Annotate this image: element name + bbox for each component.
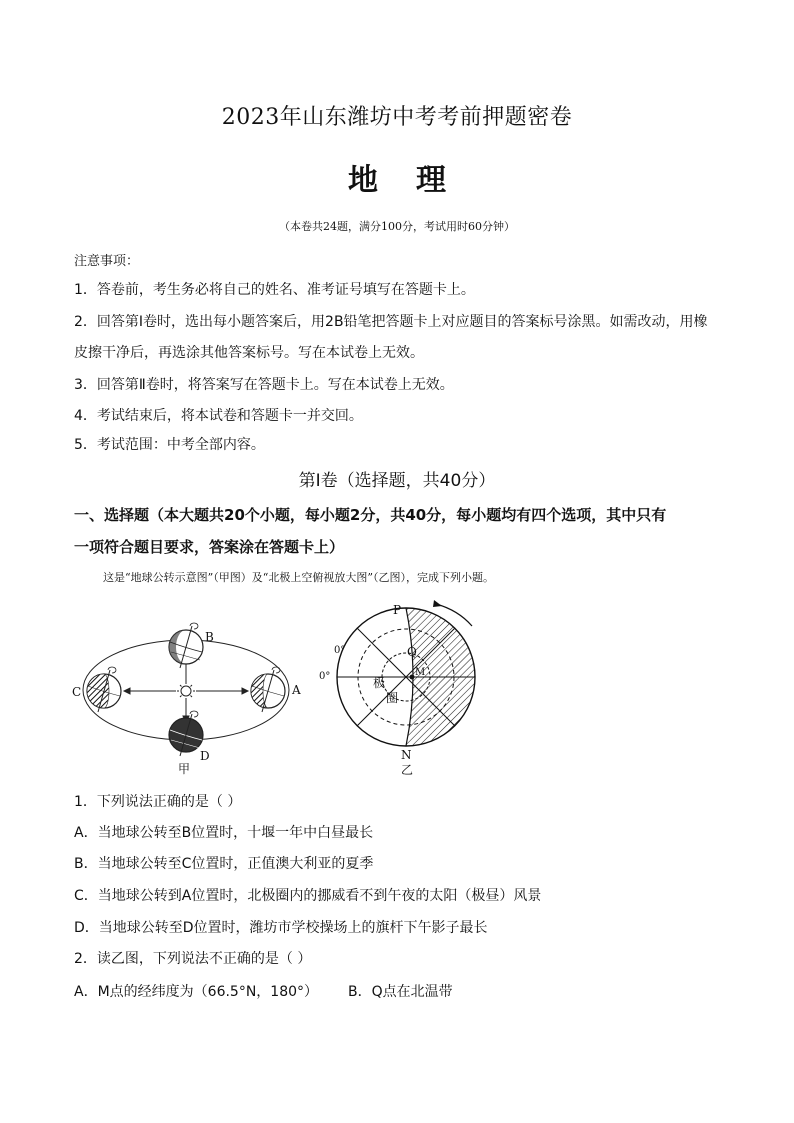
label-c: C [72, 685, 82, 699]
note-item-4: 4．考试结束后，将本试卷和答题卡一并交回。 [74, 408, 363, 424]
earth-position-b [169, 626, 203, 668]
label-0-degree-lower: 0° [319, 671, 331, 682]
note-item-1: 1．答卷前，考生务必将自己的姓名、准考证号填写在答题卡上。 [74, 282, 475, 298]
note-item-3: 3．回答第Ⅱ卷时，将答案写在答题卡上。写在本试卷上无效。 [74, 377, 454, 393]
question-2-stem: 2．读乙图，下列说法不正确的是（ ） [74, 951, 312, 967]
label-0-degree-upper: 0° [334, 645, 346, 656]
rotation-arrowhead [433, 600, 442, 607]
label-d: D [200, 749, 210, 763]
subject-title [0, 155, 794, 199]
earth-position-c [87, 670, 121, 712]
subject-char-2: 理 [416, 163, 446, 198]
note-item-2-line-2: 皮擦干净后，再选涂其他答案标号。写在本试卷上无效。 [74, 345, 424, 361]
subject-char-1: 地 [348, 163, 378, 198]
part-title-line-1: 一、选择题（本大题共20个小题，每小题2分，共40分，每小题均有四个选项，其中只有 [74, 506, 667, 524]
exam-info: （本卷共24题，满分100分，考试用时60分钟） [279, 220, 515, 233]
earth-revolution-diagram [66, 600, 316, 780]
pole-point [410, 675, 415, 680]
question-1-option-d: D．当地球公转至D位置时，潍坊市学校操场上的旗杆下午影子最长 [74, 920, 488, 936]
label-q: Q [407, 645, 417, 659]
notes-heading: 注意事项： [74, 254, 140, 269]
question-2-option-a: A．M点的经纬度为（66.5°N，180°） [74, 984, 319, 1000]
part-title-line-2: 一项符合题目要求，答案涂在答题卡上） [74, 538, 345, 556]
label-n: N [401, 748, 412, 762]
question-1-option-a: A．当地球公转至B位置时，十堰一年中白昼最长 [74, 825, 374, 841]
sun-icon [177, 682, 195, 700]
label-ji: 极 [373, 676, 386, 690]
question-intro: 这是“地球公转示意图”（甲图）及“北极上空俯视放大图”（乙图），完成下列小题。 [103, 571, 494, 584]
question-1-option-b: B．当地球公转至C位置时，正值澳大利亚的夏季 [74, 856, 374, 872]
note-item-2-line-1: 2．回答第Ⅰ卷时，选出每小题答案后，用2B铅笔把答题卡上对应题目的答案标号涂黑。如需改动，用橡 [74, 314, 708, 330]
label-b: B [205, 630, 214, 644]
label-p: P [393, 603, 402, 617]
question-1-stem: 1．下列说法正确的是（ ） [74, 794, 242, 810]
section-title: 第Ⅰ卷（选择题，共40分） [298, 471, 496, 491]
question-1-option-c: C．当地球公转到A位置时，北极圈内的挪威看不到午夜的太阳（极昼）风景 [74, 888, 542, 904]
earth-position-d [169, 714, 203, 756]
exam-title: 2023年山东潍坊中考考前押题密卷 [221, 105, 573, 130]
earth-position-a [251, 670, 285, 712]
note-item-5: 5．考试范围：中考全部内容。 [74, 437, 265, 453]
north-pole-view-diagram [316, 594, 486, 778]
figure-jia-caption: 甲 [178, 762, 191, 776]
label-m: M [415, 667, 426, 678]
question-2-option-b: B．Q点在北温带 [348, 984, 453, 1000]
label-quan: 圈 [386, 691, 399, 705]
label-a: A [292, 683, 301, 697]
figure-yi-caption: 乙 [401, 763, 414, 777]
